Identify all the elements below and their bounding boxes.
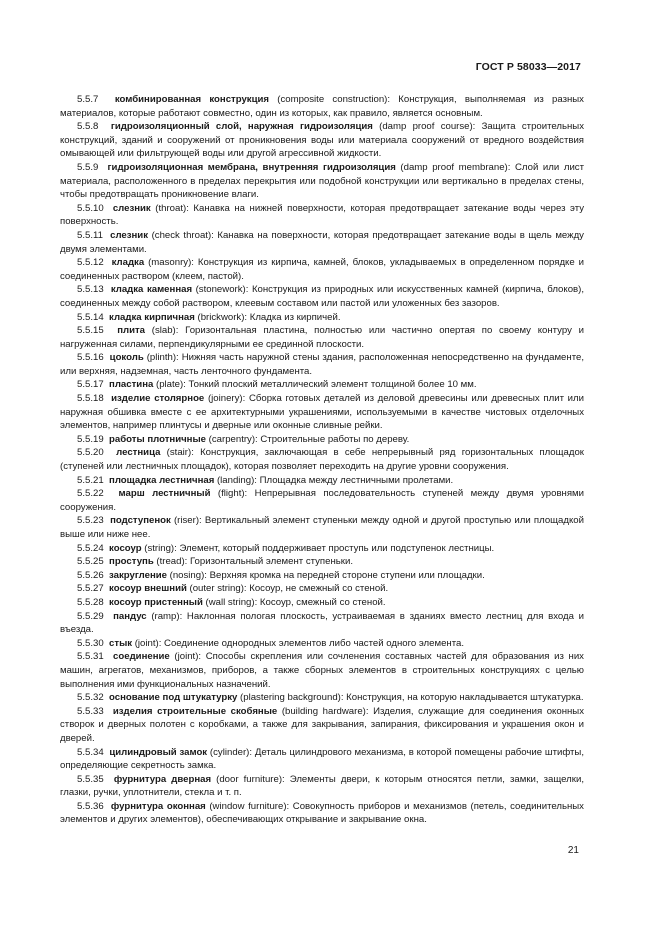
entry-term: гидроизоляционный слой, наружная гидроизоляция [110,121,373,133]
entry-definition: (brickwork): Кладка из кирпичей. [194,311,341,323]
entry-number: 5.5.23 [77,515,104,527]
entry-definition: (door furniture): Элементы двери, к которым относятся петли, замки, защелки, глазки, ручки, уплотнители, стекла и т. п. [60,773,584,799]
entry-definition: (wall string): Косоур, смежный со стеной. [202,596,386,608]
definition-entry [60,311,584,325]
entry-term: слезник [112,202,151,214]
entry-definition: (plastering background): Конструкция, на которую накладывается штукатурка. [237,692,584,704]
entry-number: 5.5.24 [77,542,104,554]
entry-definition: (nosing): Верхняя кромка на передней стороне ступени или площадки. [166,569,485,581]
entry-definition: (riser): Вертикальный элемент ступеньки между одной и другой проступью или площадкой выше или ниже нее. [60,515,584,540]
entry-term: проступь [109,556,154,568]
document-id: ГОСТ Р 58033—2017 [475,61,581,73]
entry-definition: (plinth): Нижняя часть наружной стены здания, расположенная непосредственно на фундаменте, или верхняя, надземная, часть ленточного фундамента. [60,352,584,377]
definition-entry [60,596,584,610]
entry-number: 5.5.35 [77,773,104,785]
definition-entry [60,487,584,514]
entry-definition: (slab): Горизонтальная пластина, полностью или частично опертая по своему контуру и нагруженная силами, перпендикулярными ее срединной плоскости. [60,325,584,350]
entry-definition: (outer string): Косоур, не смежный со стеной. [186,583,389,595]
entry-term: марш лестничный [118,488,211,500]
entry-term: комбинированная конструкция [114,94,269,105]
entry-definition: (joint): Способы скрепления или сочленения составных частей для образования из них машин, агрегатов, механизмов, приборов, а также сборных элементов в строительных конструкциях с целью выполнения ими функциональных назначений. [60,651,584,690]
definition-entry [60,120,584,161]
definition-entry [60,202,584,229]
definition-entry [60,542,584,556]
definition-entry [60,637,584,651]
entry-number: 5.5.30 [77,637,104,649]
entry-number: 5.5.28 [77,596,104,608]
entry-number: 5.5.11 [77,229,103,241]
entry-number: 5.5.13 [77,284,104,296]
entry-term: изделие столярное [111,393,205,405]
entry-term: цилиндровый замок [109,746,208,758]
entry-definition: (cylinder): Деталь цилиндрового механизма, в которой помещены рабочие штифты, определяющие секретность замка. [60,746,584,772]
entry-definition: (damp proof course): Защита строительных конструкций, зданий и сооружений от проникновения воды или материала сооружений от вредного воздействия омывающей или фильтрующей воды или другой агрессивной жидкости. [60,121,584,160]
entry-term: косоур пристенный [109,596,203,608]
entry-definition: (check throat): Канавка на поверхности, которая предотвращает затекание воды в щель между двумя элементами. [60,229,584,255]
definition-entry [60,433,584,447]
entry-number: 5.5.26 [77,569,104,581]
entry-number: 5.5.34 [77,746,104,758]
entry-term: площадка лестничная [109,474,215,486]
entry-term: косоур внешний [109,583,187,595]
entry-number: 5.5.14 [77,311,104,323]
entry-definition: (window furniture): Совокупность приборов и механизмов (петель, соединительных элементов и других элементов), обеспечивающих открывание и закрывание окна. [60,800,584,826]
entry-definition: (ramp): Наклонная пологая плоскость, устраиваемая в зданиях вместо лестниц для входа и въезда. [60,610,584,636]
definition-entry [60,569,584,583]
entry-term: лестница [116,447,161,459]
entry-number: 5.5.27 [77,583,104,595]
entry-term: изделия строительные скобяные [112,705,278,717]
definition-entry [60,161,584,202]
definition-entry [60,746,584,773]
definition-entry [60,610,584,637]
entry-definition: (masonry): Конструкция из кирпича, камней, блоков, укладываемых в определенном порядке и соединенных раствором (клеем, пастой). [60,257,584,282]
entry-definition: (throat): Канавка на нижней поверхности, которая предотвращает затекание воды через эту поверхность. [60,202,584,228]
entry-number: 5.5.20 [77,447,104,459]
definition-entry [60,514,584,541]
entry-term: работы плотничные [109,433,206,445]
entry-number: 5.5.12 [77,257,104,269]
entry-term: цоколь [109,352,144,364]
entry-number: 5.5.16 [77,352,104,364]
entry-definition: (building hardware): Изделия, служащие для соединения оконных створок и дверных полотен с коробками, а также для закрывания, запирания, фиксирования и украшения окон и дверей. [60,705,584,744]
entry-definition: (composite construction): Конструкция, выполняемая из разных материалов, которые работают совместно, один из которых, как правило, является основным. [60,94,584,119]
entry-term: слезник [110,229,149,241]
entry-term: гидроизоляционная мембрана, внутренняя гидроизоляция [107,161,396,173]
entry-term: косоур [109,542,142,554]
entry-term: пандус [113,610,147,622]
entry-definition: (landing): Площадка между лестничными пролетами. [214,474,454,486]
entry-number: 5.5.10 [77,202,104,214]
entry-definition: (carpentry): Строительные работы по дереву. [206,433,410,445]
definition-entry [60,582,584,596]
entry-definition: (flight): Непрерывная последовательность ступеней между двумя уровнями сооружения. [60,488,584,513]
definition-entry [60,800,584,827]
entry-definition: (tread): Горизонтальный элемент ступеньки. [153,556,353,568]
entry-term: кладка каменная [110,284,193,296]
entry-number: 5.5.32 [77,692,104,704]
entry-number: 5.5.18 [77,393,104,405]
entry-number: 5.5.36 [77,800,104,812]
definition-entry [60,351,584,378]
definition-entry [60,650,584,691]
entry-number: 5.5.33 [77,705,104,717]
entry-term: основание под штукатурку [109,692,238,704]
entry-definition: (joint): Соединение однородных элементов либо частей одного элемента. [132,637,464,649]
definition-entry [60,324,584,351]
entry-number: 5.5.8 [77,121,99,133]
entry-number: 5.5.22 [77,488,104,500]
definition-entry [60,773,584,800]
entry-definition: (damp proof membrane): Слой или лист материала, расположенного в пределах перекрытия или подобной конструкции или вертикально в пределах стены, чтобы предотвращать проникновение влаги. [60,161,584,201]
entry-definition: (plate): Тонкий плоский металлический элемент толщиной более 10 мм. [153,379,477,391]
definition-entry [60,93,584,120]
definition-entry [60,555,584,569]
entry-definition: (joinery): Сборка готовых деталей из деловой древесины или древесных плит или наружная обшивка вместе с ее архитектурными украшениями, используемыми в качестве чистовых отделочных элементов, например плинтусы и дверные или оконные сливные рейки. [60,393,584,432]
entry-term: пластина [109,379,154,391]
entry-term: подступенок [110,515,171,527]
definition-entry [60,283,584,310]
entry-definition: (stonework): Конструкция из природных или искусственных камней (кирпича, блоков), соединенных между собой раствором, клеевым составом или пастой или уложенных без зазоров. [60,284,584,309]
entry-term: соединение [113,651,170,663]
page-number: 21 [567,845,579,856]
definition-entry [60,691,584,705]
entry-term: стык [109,637,133,649]
definition-entry [60,392,584,433]
entry-term: кладка [111,257,145,269]
definitions-list [60,93,584,827]
definition-entry [60,378,584,392]
entry-number: 5.5.29 [77,610,104,622]
entry-number: 5.5.17 [77,379,104,391]
entry-number: 5.5.19 [77,433,104,445]
entry-term: плита [117,325,146,337]
definition-entry [60,446,584,473]
entry-number: 5.5.7 [77,94,99,105]
entry-number: 5.5.25 [77,556,104,568]
entry-term: кладка кирпичная [109,311,195,323]
definition-entry [60,229,584,256]
entry-number: 5.5.9 [77,161,99,173]
definition-entry [60,705,584,746]
entry-number: 5.5.21 [77,474,104,486]
entry-term: закругление [109,569,167,581]
entry-term: фурнитура оконная [110,800,206,812]
definition-entry [60,474,584,488]
entry-definition: (string): Элемент, который поддерживает проступь или подступенок лестницы. [141,542,495,554]
entry-definition: (stair): Конструкция, заключающая в себе непрерывный ряд горизонтальных площадок (ступеней или лестничных площадок), которая позволяет переходить на другие уровни сооружения. [60,447,584,473]
entry-number: 5.5.31 [77,651,104,663]
definition-entry [60,256,584,283]
entry-number: 5.5.15 [77,325,104,337]
entry-term: фурнитура дверная [113,773,212,785]
